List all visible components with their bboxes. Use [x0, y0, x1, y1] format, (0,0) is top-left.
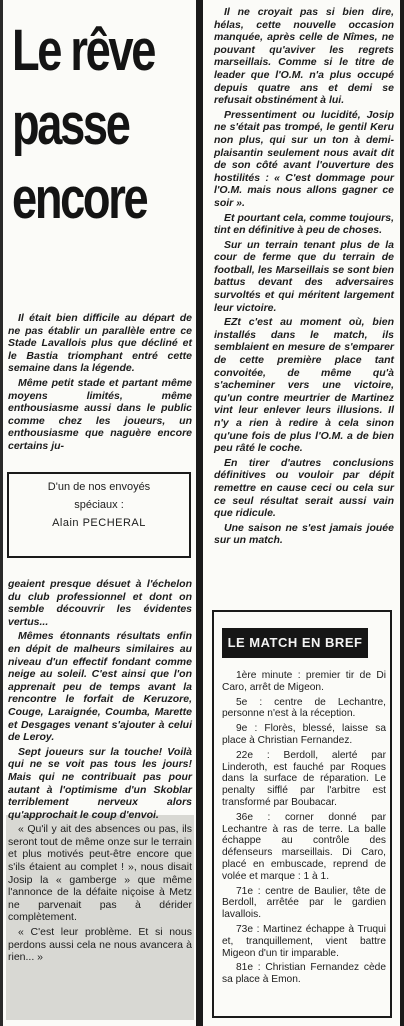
body-paragraph: EZt c'est au moment où, bien installés dans le match, ils semblaient en mesure de s'emparer de cette première place tant convoitée, de même qu'à s'acheminer vers une victoire, qu'un contre meurtrier de Martinez vint leur enlever leurs illusions. Il n'y a rien à redire à cela sinon qu'une fois de plus l'O.M. a de bien peu râté le coche. — [214, 316, 394, 455]
match-event: 36e : corner donné par Lechantre à ras de terre. La balle échappe au contrôle des défenseurs marseillais. Di Caro, placé en embuscade, reprend de volée et marque : 1 à 1. — [222, 811, 386, 882]
match-event: 5e : centre de Lechantre, personne n'est à la réception. — [222, 696, 386, 720]
body-paragraph: Sur un terrain tenant plus de la cour de ferme que du terrain de football, les Marseillais se sont bien battus devant des adversaires survoltés et qui méritent largement leur victoire. — [214, 238, 394, 314]
column-rule — [196, 0, 203, 1026]
headline-line-3: encore — [12, 166, 147, 231]
body-paragraph: « Qu'il y ait des absences ou pas, ils seront tout de même onze sur le terrain et plus motivés peut-être encore que s'ils étaient au complet ! », nous disait Josip la « gamberge » que même l'annonce de la défaite niçoise à Metz ne parvenait pas à dérider complètement. — [8, 823, 192, 924]
headline — [12, 14, 155, 236]
match-summary-title: LE MATCH EN BREF — [222, 628, 368, 658]
right-column-text — [214, 6, 394, 549]
match-event: 22e : Berdoll, alerté par Linderoth, est fauché par Roques dans la surface de réparation. Le penalty sifflé par l'arbitre est transformé par Boubacar. — [222, 749, 386, 808]
headline-line-1: Le rêve — [12, 18, 155, 83]
byline-line-1: D'un de nos envoyés — [47, 481, 151, 493]
match-events — [222, 670, 386, 989]
match-event: 81e : Christian Fernandez cède sa place à Emon. — [222, 962, 386, 986]
body-paragraph: Mêmes étonnants résultats enfin en dépit de malheurs similaires au niveau d'un effectif fondant comme neige au soleil. C'est ainsi que l'on apprenait peu de temps avant la rencontre le forfait de Keruzore, Couge, Laraignée, Coumba, Marette et Desgages venant s'ajouter à celui de Leroy. — [8, 630, 192, 744]
body-paragraph: Pressentiment ou lucidité, Josip ne s'était pas trompé, le gentil Keru non plus, qui sur un ton à demi-plaisantin seulement nous avait dit de son côté avant l'ouverture des hostilités : « C'est dommage pour l'O.M. mais nous allons gagner ce soir ». — [214, 108, 394, 209]
body-paragraph: Sept joueurs sur la touche! Voilà qui ne se voit pas tous les jours! Mais qui ne contribuait pas pour autant à l'optimisme d'un Skoblar terriblement nerveux alors qu'approchait le coup d'envoi. — [8, 745, 192, 821]
continuation-paragraphs — [8, 578, 192, 966]
headline-line-2: passe — [12, 92, 129, 157]
byline-author: Alain PECHERAL — [52, 517, 146, 529]
byline-line-2: spéciaux : — [74, 499, 124, 511]
match-event: 9e : Florès, blessé, laisse sa place à Christian Fernandez. — [222, 723, 386, 746]
match-event: 73e : Martinez échappe à Truqui et, tranquillement, vient battre Migeon d'un tir imparable. — [222, 923, 386, 959]
match-event: 71e : centre de Baulier, tête de Berdoll, arrêtée par le gardien lavallois. — [222, 885, 386, 921]
body-paragraph: Il ne croyait pas si bien dire, hélas, cette nouvelle occasion manquée, après celle de Nîmes, ne pouvant qu'aviver les regrets marseillais. Comme si le titre de leader que l'O.M. n'a plus occupé depuis quatre ans et demi se refusait obstinément à lui. — [214, 6, 394, 107]
body-paragraph: En tirer d'autres conclusions définitives ou vouloir par dépit remettre en cause ceci ou cela sur ce seul résultat serait aussi vain que ridicule. — [214, 456, 394, 520]
body-paragraph: « C'est leur problème. Et si nous perdons aussi cela ne nous avancera à rien... » — [8, 926, 192, 964]
body-paragraph: Une saison ne s'est jamais jouée sur un match. — [214, 521, 394, 547]
right-page-edge — [400, 0, 404, 1026]
lead-paragraph: Il était bien difficile au départ de ne pas établir un parallèle entre ce Stade Lavallois plus que décliné et le Bastia triomphant entré cette semaine dans la légende. — [8, 312, 192, 375]
lead-paragraphs — [8, 312, 192, 455]
byline-box — [7, 472, 191, 558]
body-paragraph: Et pourtant cela, comme toujours, tint en définitive à peu de choses. — [214, 211, 394, 237]
match-event: 1ère minute : premier tir de Di Caro, arrêt de Migeon. — [222, 670, 386, 693]
body-paragraph: geaient presque désuet à l'échelon du club professionnel et dont on semble découvrir les évidentes vertus... — [8, 578, 192, 628]
lead-paragraph: Même petit stade et partant même moyens limités, même enthousiasme aussi dans le public comme chez les joueurs, un enthousiasme que naguère encore certains ju- — [8, 376, 192, 452]
